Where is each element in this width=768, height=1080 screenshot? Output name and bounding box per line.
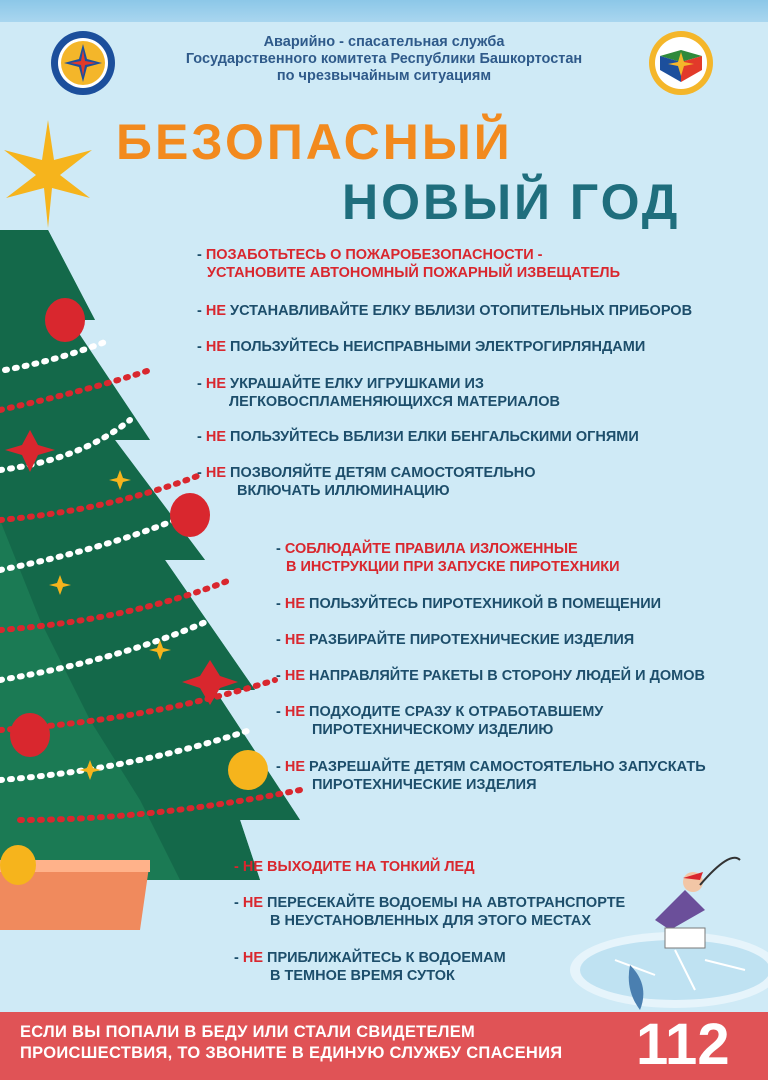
rule-pyro-5-prefix: НЕ — [284, 704, 306, 720]
rule-ice-2-cont: В НЕУСТАНОВЛЕННЫХ ДЛЯ ЭТОГО МЕСТАХ — [270, 913, 592, 929]
rule-fire-5: - НЕ ПОЛЬЗУЙТЕСЬ ВБЛИЗИ ЕЛКИ БЕНГАЛЬСКИМИ ОГНЯМИ — [197, 429, 639, 445]
christmas-tree-icon — [0, 120, 330, 940]
rule-fire-2: - НЕ УСТАНАВЛИВАЙТЕ ЕЛКУ ВБЛИЗИ ОТОПИТЕЛЬНЫХ ПРИБОРОВ — [197, 303, 693, 319]
rule-pyro-4-prefix: НЕ — [284, 668, 306, 684]
rule-pyro-1-text: СОБЛЮДАЙТЕ ПРАВИЛА ИЗЛОЖЕННЫЕ — [284, 541, 578, 557]
rule-fire-5-text: ПОЛЬЗУЙТЕСЬ ВБЛИЗИ ЕЛКИ БЕНГАЛЬСКИМИ ОГНЯМИ — [230, 429, 639, 445]
rule-pyro-5: - НЕ ПОДХОДИТЕ СРАЗУ К ОТРАБОТАВШЕМУ ПИРОТЕХНИЧЕСКОМУ ИЗДЕЛИЮ — [276, 704, 604, 738]
footer-line-1: ЕСЛИ ВЫ ПОПАЛИ В БЕДУ ИЛИ СТАЛИ СВИДЕТЕЛЕМ — [20, 1023, 476, 1041]
rule-fire-2-prefix: НЕ — [205, 303, 227, 319]
rule-ice-3-prefix: НЕ — [242, 950, 264, 966]
title-line-1: БЕЗОПАСНЫЙ — [116, 114, 513, 170]
rule-pyro-5-cont: ПИРОТЕХНИЧЕСКОМУ ИЗДЕЛИЮ — [312, 722, 554, 738]
rule-fire-1-cont: УСТАНОВИТЕ АВТОНОМНЫЙ ПОЖАРНЫЙ ИЗВЕЩАТЕЛЬ — [207, 265, 621, 281]
rule-ice-3: - НЕ ПРИБЛИЖАЙТЕСЬ К ВОДОЕМАМ В ТЕМНОЕ ВРЕМЯ СУТОК — [234, 950, 506, 984]
rule-fire-6-prefix: НЕ — [205, 465, 227, 481]
rule-fire-3-text: ПОЛЬЗУЙТЕСЬ НЕИСПРАВНЫМИ ЭЛЕКТРОГИРЛЯНДАМИ — [230, 339, 646, 355]
rule-ice-2: - НЕ ПЕРЕСЕКАЙТЕ ВОДОЕМЫ НА АВТОТРАНСПОРТЕ В НЕУСТАНОВЛЕННЫХ ДЛЯ ЭТОГО МЕСТАХ — [234, 895, 626, 929]
rule-pyro-4: - НЕ НАПРАВЛЯЙТЕ РАКЕТЫ В СТОРОНУ ЛЮДЕЙ И ДОМОВ — [276, 668, 706, 684]
ice-fisherman-icon — [555, 850, 768, 1015]
header-line-1: Аварийно - спасательная служба — [263, 34, 505, 50]
rule-pyro-6-prefix: НЕ — [284, 759, 306, 775]
rule-ice-3-cont: В ТЕМНОЕ ВРЕМЯ СУТОК — [270, 968, 455, 984]
rule-fire-5-prefix: НЕ — [205, 429, 227, 445]
rule-ice-2-text: ПЕРЕСЕКАЙТЕ ВОДОЕМЫ НА АВТОТРАНСПОРТЕ — [267, 895, 626, 911]
rule-fire-3: - НЕ ПОЛЬЗУЙТЕСЬ НЕИСПРАВНЫМИ ЭЛЕКТРОГИРЛЯНДАМИ — [197, 339, 646, 355]
rule-ice-3-text: ПРИБЛИЖАЙТЕСЬ К ВОДОЕМАМ — [267, 950, 506, 966]
rule-fire-4-text: УКРАШАЙТЕ ЕЛКУ ИГРУШКАМИ ИЗ — [230, 376, 484, 392]
rule-pyro-6: - НЕ РАЗРЕШАЙТЕ ДЕТЯМ САМОСТОЯТЕЛЬНО ЗАПУСКАТЬ ПИРОТЕХНИЧЕСКИЕ ИЗДЕЛИЯ — [276, 759, 706, 793]
rule-pyro-1-cont: В ИНСТРУКЦИИ ПРИ ЗАПУСКЕ ПИРОТЕХНИКИ — [286, 559, 620, 575]
emergency-number: 112 — [636, 1012, 730, 1077]
rule-fire-4-prefix: НЕ — [205, 376, 227, 392]
rule-pyro-1: - СОБЛЮДАЙТЕ ПРАВИЛА ИЗЛОЖЕННЫЕ В ИНСТРУКЦИИ ПРИ ЗАПУСКЕ ПИРОТЕХНИКИ — [276, 541, 620, 575]
rule-fire-3-prefix: НЕ — [205, 339, 227, 355]
mchs-emblem-right-icon — [648, 30, 714, 96]
rule-ice-2-prefix: НЕ — [242, 895, 264, 911]
mchs-emblem-left-icon — [50, 30, 116, 96]
title-line-2: НОВЫЙ ГОД — [342, 174, 681, 230]
organization-header — [130, 34, 638, 85]
rule-fire-6-cont: ВКЛЮЧАТЬ ИЛЛЮМИНАЦИЮ — [237, 483, 450, 499]
rule-pyro-3-prefix: НЕ — [284, 632, 306, 648]
rule-fire-4: - НЕ УКРАШАЙТЕ ЕЛКУ ИГРУШКАМИ ИЗ ЛЕГКОВОСПЛАМЕНЯЮЩИХСЯ МАТЕРИАЛОВ — [197, 376, 560, 410]
rule-fire-1: - ПОЗАБОТЬТЕСЬ О ПОЖАРОБЕЗОПАСНОСТИ - УСТАНОВИТЕ АВТОНОМНЫЙ ПОЖАРНЫЙ ИЗВЕЩАТЕЛЬ — [197, 247, 621, 281]
footer-line-2: ПРОИСШЕСТВИЯ, ТО ЗВОНИТЕ В ЕДИНУЮ СЛУЖБУ СПАСЕНИЯ — [20, 1044, 563, 1062]
rule-pyro-5-text: ПОДХОДИТЕ СРАЗУ К ОТРАБОТАВШЕМУ — [309, 704, 604, 720]
rule-fire-1-text: ПОЗАБОТЬТЕСЬ О ПОЖАРОБЕЗОПАСНОСТИ - — [205, 247, 543, 263]
rule-pyro-6-text: РАЗРЕШАЙТЕ ДЕТЯМ САМОСТОЯТЕЛЬНО ЗАПУСКАТЬ — [309, 759, 706, 775]
rule-ice-1-prefix: НЕ — [242, 859, 264, 875]
rule-pyro-4-text: НАПРАВЛЯЙТЕ РАКЕТЫ В СТОРОНУ ЛЮДЕЙ И ДОМОВ — [309, 668, 706, 684]
rule-fire-4-cont: ЛЕГКОВОСПЛАМЕНЯЮЩИХСЯ МАТЕРИАЛОВ — [229, 394, 560, 410]
rule-ice-1: - НЕ ВЫХОДИТЕ НА ТОНКИЙ ЛЕД — [234, 859, 475, 875]
rule-fire-6-text: ПОЗВОЛЯЙТЕ ДЕТЯМ САМОСТОЯТЕЛЬНО — [230, 465, 536, 481]
footer-text — [20, 1022, 610, 1064]
header-line-2: Государственного комитета Республики Башкортостан — [185, 51, 583, 67]
rule-pyro-2: - НЕ ПОЛЬЗУЙТЕСЬ ПИРОТЕХНИКОЙ В ПОМЕЩЕНИИ — [276, 596, 662, 612]
rule-pyro-3-text: РАЗБИРАЙТЕ ПИРОТЕХНИЧЕСКИЕ ИЗДЕЛИЯ — [309, 632, 635, 648]
rule-fire-6: - НЕ ПОЗВОЛЯЙТЕ ДЕТЯМ САМОСТОЯТЕЛЬНО ВКЛЮЧАТЬ ИЛЛЮМИНАЦИЮ — [197, 465, 536, 499]
top-band — [0, 0, 768, 22]
header-line-3: по чрезвычайным ситуациям — [276, 68, 492, 84]
rule-pyro-2-prefix: НЕ — [284, 596, 306, 612]
rule-ice-1-text: ВЫХОДИТЕ НА ТОНКИЙ ЛЕД — [267, 859, 475, 875]
rule-pyro-6-cont: ПИРОТЕХНИЧЕСКИЕ ИЗДЕЛИЯ — [312, 777, 537, 793]
rule-pyro-2-text: ПОЛЬЗУЙТЕСЬ ПИРОТЕХНИКОЙ В ПОМЕЩЕНИИ — [309, 596, 662, 612]
rule-fire-2-text: УСТАНАВЛИВАЙТЕ ЕЛКУ ВБЛИЗИ ОТОПИТЕЛЬНЫХ ПРИБОРОВ — [230, 303, 693, 319]
rule-pyro-3: - НЕ РАЗБИРАЙТЕ ПИРОТЕХНИЧЕСКИЕ ИЗДЕЛИЯ — [276, 632, 635, 648]
